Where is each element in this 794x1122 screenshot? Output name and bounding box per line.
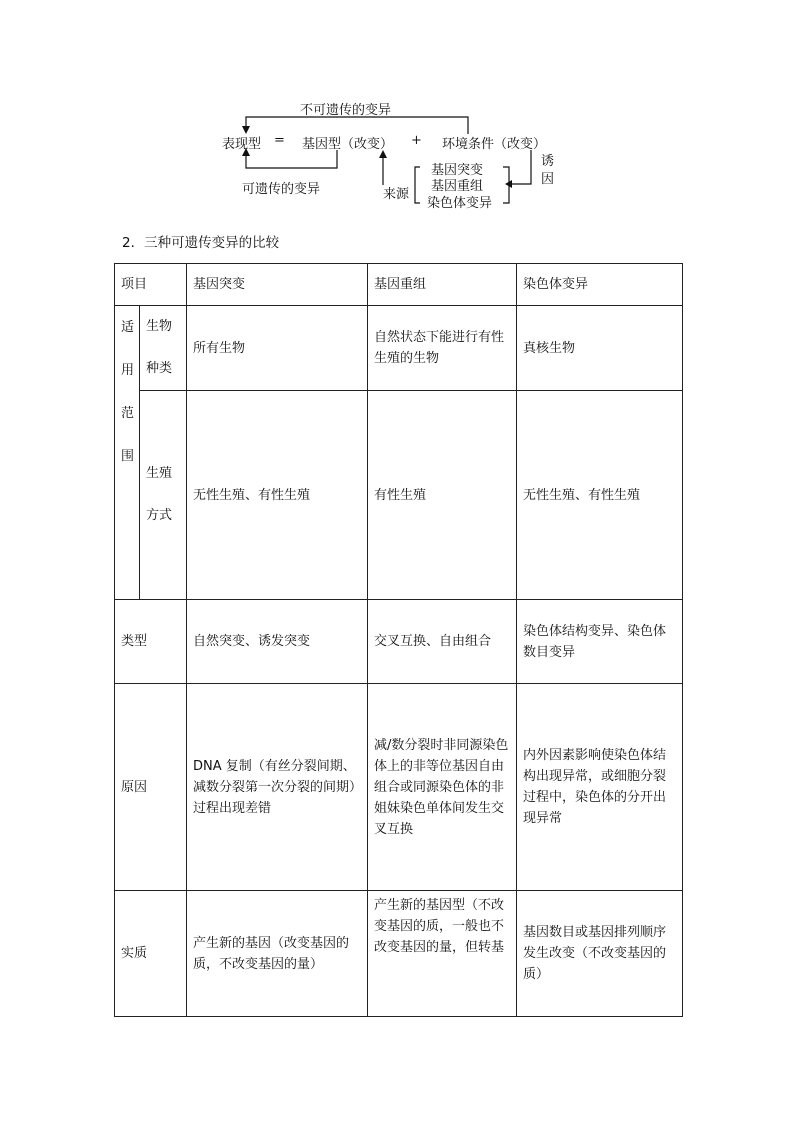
reproduction-label-line: 方式 [146, 508, 173, 523]
reproduction-chromosome: 无性生殖、有性生殖 [517, 391, 683, 600]
heritable-label: 可遗传的变异 [242, 182, 321, 197]
header-gene-recombination: 基因重组 [368, 264, 517, 306]
essence-gene-mutation: 产生新的基因（改变基因的质，不改变基因的量） [187, 891, 368, 1017]
reproduction-recombination: 有性生殖 [368, 391, 517, 600]
essence-label: 实质 [115, 891, 187, 1017]
equals-sign: = [274, 133, 285, 148]
type-label: 类型 [115, 600, 187, 684]
table-header-row [115, 264, 683, 306]
variation-diagram [0, 0, 794, 220]
species-chromosome: 真核生物 [517, 306, 683, 391]
scope-char: 适 [121, 320, 135, 335]
table-row-species [115, 306, 683, 391]
table-row-cause [115, 684, 683, 891]
phenotype-label: 表现型 [222, 137, 262, 152]
type-gene-mutation: 自然突变、诱发突变 [187, 600, 368, 684]
scope-char: 用 [121, 363, 135, 378]
reproduction-label [140, 391, 187, 600]
reproduction-label-line: 生殖 [146, 466, 173, 481]
source-item-chromosome: 染色体变异 [427, 196, 493, 211]
scope-char: 范 [121, 406, 135, 421]
source-label: 来源 [383, 187, 410, 202]
header-chromosome-variation: 染色体变异 [517, 264, 683, 306]
reproduction-gene-mutation: 无性生殖、有性生殖 [187, 391, 368, 600]
table-row-reproduction [115, 391, 683, 600]
top-bracket-line [246, 117, 468, 134]
induce-char-1: 诱 [541, 154, 555, 169]
cause-label: 原因 [115, 684, 187, 891]
cause-recombination: 减/数分裂时非同源染色体上的非等位基因自由组合或同源染色体的非姐妹染色单体间发生交叉互换 [368, 684, 517, 891]
top-label: 不可遗传的变异 [300, 103, 392, 118]
type-chromosome: 染色体结构变异、染色体数目变异 [517, 600, 683, 684]
induce-char-2: 因 [541, 172, 555, 187]
comparison-table [114, 263, 683, 1017]
scope-char: 围 [121, 449, 135, 464]
species-label-line: 种类 [146, 361, 173, 376]
header-item: 项目 [115, 264, 187, 306]
genotype-label: 基因型（改变） [302, 137, 394, 152]
essence-recombination: 产生新的基因型（不改变基因的质，一般也不改变基因的量，但转基 [368, 891, 517, 1017]
species-label [140, 306, 187, 391]
table-row-type [115, 600, 683, 684]
cause-chromosome: 内外因素影响使染色体结构出现异常，或细胞分裂过程中，染色体的分开出现异常 [517, 684, 683, 891]
header-gene-mutation: 基因突变 [187, 264, 368, 306]
source-brace-left [415, 167, 420, 203]
environment-label: 环境条件（改变） [442, 137, 547, 152]
source-item-recombination: 基因重组 [431, 179, 484, 194]
plus-sign: + [411, 133, 422, 148]
scope-label [115, 306, 140, 600]
species-gene-mutation: 所有生物 [187, 306, 368, 391]
induce-line [512, 150, 531, 184]
type-recombination: 交叉互换、自由组合 [368, 600, 517, 684]
cause-gene-mutation: DNA 复制（有丝分裂间期、减数分裂第一次分裂的间期）过程出现差错 [187, 684, 368, 891]
species-recombination: 自然状态下能进行有性生殖的生物 [368, 306, 517, 391]
essence-chromosome: 基因数目或基因排列顺序发生改变（不改变基因的质） [517, 891, 683, 1017]
species-label-line: 生物 [146, 319, 173, 334]
section-heading: 2．三种可遗传变异的比较 [122, 235, 280, 251]
source-item-gene-mutation: 基因突变 [431, 163, 484, 178]
table-row-essence [115, 891, 683, 1017]
bottom-bracket-line [246, 150, 337, 168]
